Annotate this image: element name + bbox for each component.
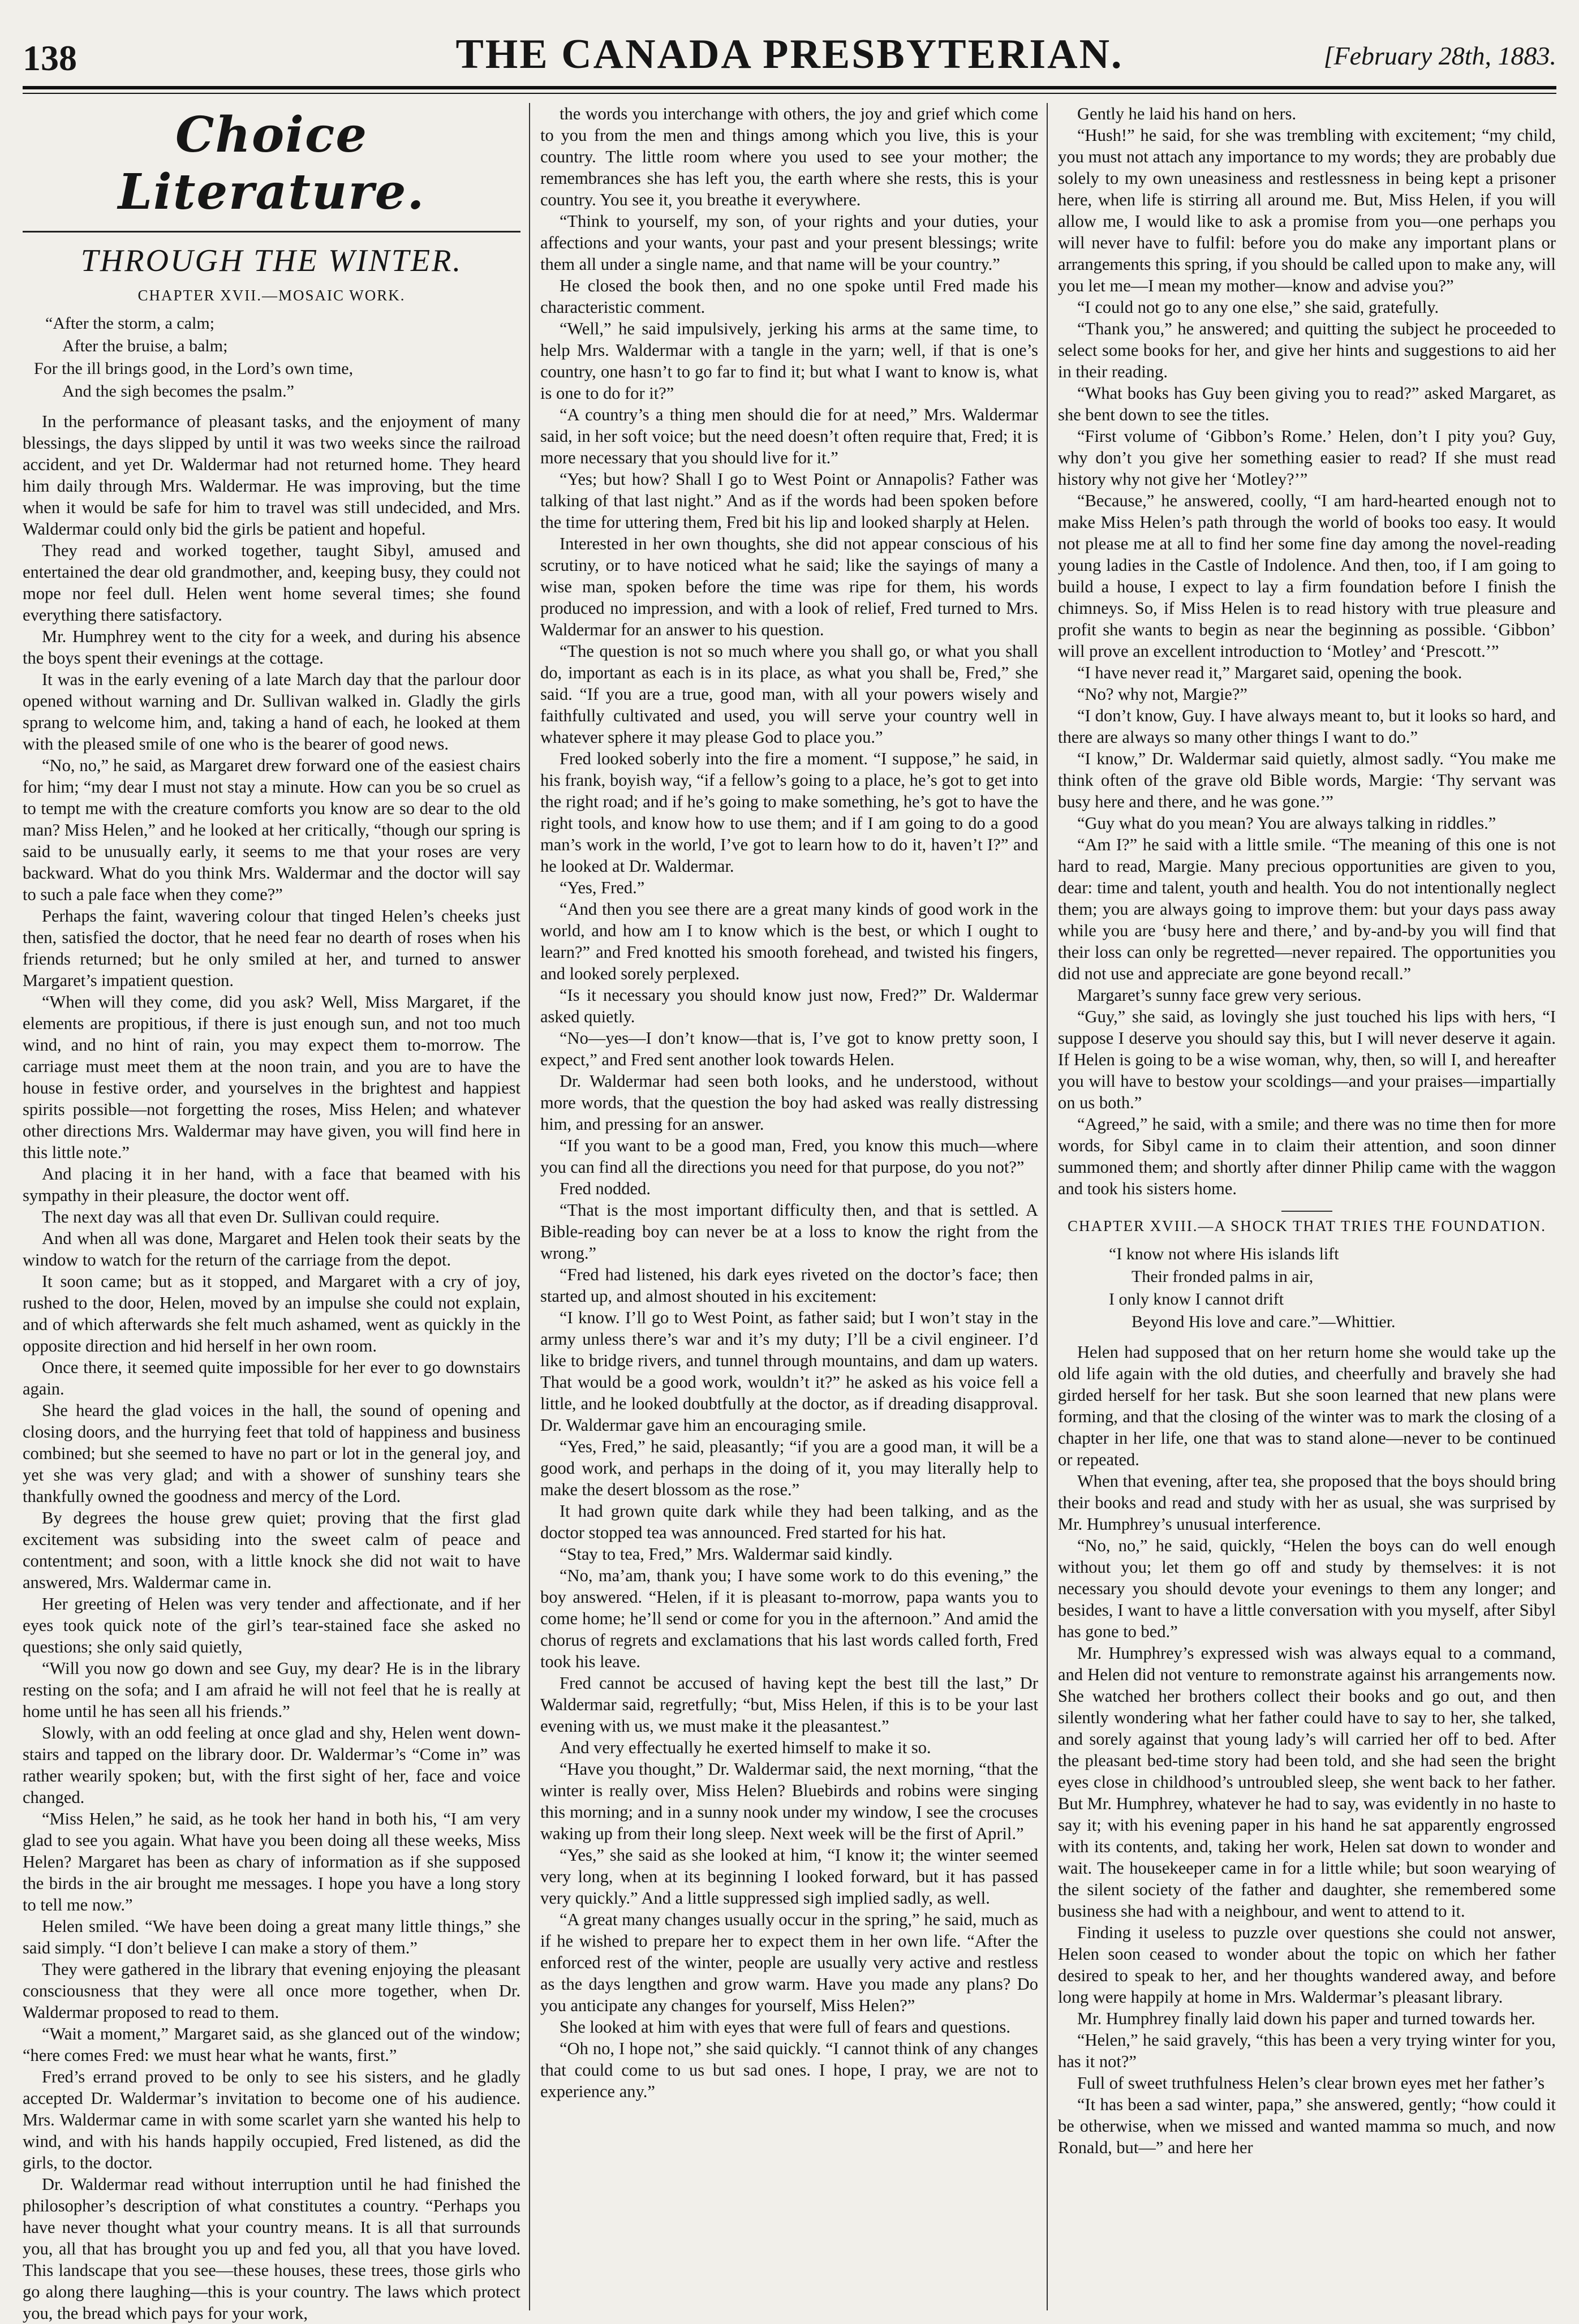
paragraph: “First volume of ‘Gibbon’s Rome.’ Helen, don’t I pity you? Guy, why don’t you give her something easier to read? If she must read history why not give her ‘Motley?’”	[1058, 427, 1556, 489]
paragraph: When that evening, after tea, she proposed that the boys should bring their books and read and study with her as usual, she was surprised by Mr. Humphrey’s unusual interference.	[1058, 1471, 1556, 1534]
paragraph: “No, no,” he said, as Margaret drew forward one of the easiest chairs for him; “my dear I must not stay a minute. How can you be so cruel as to tempt me with the creature comforts you know are so dear to the old man? Miss Helen,” and he looked at her critically, “though our spring is said to be unusually early, it seems to me that your roses are very backward. What do you think Mrs. Waldermar and the doctor will say to such a pale face when they come?”	[23, 756, 520, 904]
masthead-rule	[23, 86, 1556, 89]
column-3	[1058, 103, 1556, 2310]
paragraph: She looked at him with eyes that were full of fears and questions.	[560, 2017, 1011, 2037]
newspaper-title: THE CANADA PRESBYTERIAN.	[455, 31, 1124, 78]
paragraph: “When will they come, did you ask? Well, Miss Margaret, if the elements are propitious, if there is just enough sun, and not too much wind, and no hint of rain, you may expect them to-morrow. The carriage must meet them at the noon train, and you are to have the house in festive order, and yourselves in the brightest and happiest spirits possible—not forgetting the roses, Miss Helen; and whatever other directions Mrs. Waldermar may have given, you will find here in this little note.”	[23, 992, 520, 1162]
paragraph: And very effectually he exerted himself to make it so.	[560, 1738, 931, 1757]
column-1	[23, 103, 520, 2323]
column-divider	[529, 103, 530, 2310]
paragraph: “Agreed,” he said, with a smile; and there was no time then for more words, for Sibyl came in to claim their attention, and soon dinner summoned them; and shortly after dinner Philip came with the waggon and took his sisters home.	[1058, 1114, 1556, 1198]
paragraph: Full of sweet truthfulness Helen’s clear brown eyes met her father’s	[1077, 2073, 1545, 2093]
paragraph: “Yes; but how? Shall I go to West Point or Annapolis? Father was talking of that last night.” And as if the words had been spoken before the time for uttering them, Fred bit his lip and looked sharply at Helen.	[540, 470, 1038, 532]
paragraph: By degrees the house grew quiet; proving that the first glad excitement was subsiding into the sweet calm of peace and contentment; and soon, with a little knock she did not wait to have answered, Mrs. Waldermar came in.	[23, 1508, 520, 1592]
paragraph: “Wait a moment,” Margaret said, as she glanced out of the window; “here comes Fred: we must hear what he wants, first.”	[23, 2024, 520, 2065]
article-body	[1058, 103, 1556, 1199]
paragraph: Perhaps the faint, wavering colour that tinged Helen’s cheeks just then, satisfied the doctor, that he need fear no dearth of roses when his friends returned; but he only smiled at her, and turned to answer Margaret’s impatient question.	[23, 906, 520, 990]
paragraph: “Helen,” he said gravely, “this has been a very trying winter for you, has it not?”	[1058, 2030, 1556, 2071]
paragraph: “A country’s a thing men should die for at need,” Mrs. Waldermar said, in her soft voice; but the need doesn’t often require that, Fred; it is more necessary that you should live for it.”	[540, 405, 1038, 467]
epigraph-line: “After the storm, a calm;	[45, 314, 215, 333]
masthead-rule-thin	[23, 93, 1556, 94]
paragraph: And when all was done, Margaret and Helen took their seats by the window to watch for the return of the carriage from the depot.	[23, 1229, 520, 1269]
paragraph: “That is the most important difficulty then, and that is settled. A Bible-reading boy can never be at a loss to know the right from the wrong.”	[540, 1200, 1038, 1263]
paragraph: “Guy,” she said, as lovingly she just touched his lips with hers, “I suppose I deserve you should say this, but I will never deserve it again. If Helen is going to be a wise woman, why, then, so will I, and hereafter you will have to bestow your scoldings—and your praises—impartially on us both.”	[1058, 1007, 1556, 1112]
paragraph: “Well,” he said impulsively, jerking his arms at the same time, to help Mrs. Waldermar with a tangle in the yarn; well, if that is one’s country, one hasn’t to go far to find it; but what I want to know is, what is one to do for it?”	[540, 319, 1038, 403]
paragraph: “It has been a sad winter, papa,” she answered, gently; “how could it be otherwise, when we missed and wanted mamma so much, and now Ronald, but—” and here her	[1058, 2095, 1556, 2157]
chapter-heading: CHAPTER XVII.—MOSAIC WORK.	[137, 287, 406, 304]
paragraph: They read and worked together, taught Sibyl, amused and entertained the dear old grandmother, and, keeping busy, they could not mope nor feel dull. Helen went home several times; she found everything there satisfactory.	[23, 541, 520, 625]
paragraph: Dr. Waldermar read without interruption until he had finished the philosopher’s description of what constitutes a country. “Perhaps you have never thought what your country means. It is all that surrounds you, all that has brought you up and fed you, all that you have loved. This landscape that you see—these houses, these trees, those girls who go along there laughing—this is your country. The laws which protect you, the bread which pays for your work,	[23, 2175, 520, 2323]
paragraph: “I could not go to any one else,” she said, gratefully.	[1077, 298, 1439, 317]
paragraph: “Stay to tea, Fred,” Mrs. Waldermar said kindly.	[560, 1544, 893, 1564]
article-body	[1058, 1341, 1556, 2158]
paragraph: Finding it useless to puzzle over questions she could not answer, Helen soon ceased to wonder about the topic on which her father desired to speak to her, and her thoughts wandered away, and before long were happily at home in Mrs. Waldermar’s pleasant library.	[1058, 1923, 1556, 2007]
paragraph: “The question is not so much where you shall go, or what you shall do, important as each is in its place, as what you shall be, Fred,” she said. “If you are a true, good man, with all your powers wisely and faithfully cultivated and used, you will serve your country well in whatever sphere it may please God to place you.”	[540, 642, 1038, 747]
paragraph: She heard the glad voices in the hall, the sound of opening and closing doors, and the hurrying feet that told of happiness and business combined; but she seemed to have no part or lot in the general joy, and yet she was very glad; and with a shower of sunshiny tears she thankfully owned the goodness and mercy of the Lord.	[23, 1401, 520, 1506]
paragraph: It had grown quite dark while they had been talking, and as the doctor stopped tea was announced. Fred started for his hat.	[540, 1501, 1038, 1542]
paragraph: And placing it in her hand, with a face that beamed with his sympathy in their pleasure, the doctor went off.	[23, 1164, 520, 1205]
paragraph: Helen had supposed that on her return home she would take up the old life again with the old duties, and cheerfully and bravely she had girded herself for her task. But she soon learned that new plans were forming, and that the closing of the winter was to mark the closing of a chapter in her life, one that was to stand alone—never to be continued or repeated.	[1058, 1342, 1556, 1469]
epigraph-line: I only know I cannot drift	[1109, 1290, 1284, 1309]
paragraph: “Miss Helen,” he said, as he took her hand in both his, “I am very glad to see you again. What have you been doing all these weeks, Miss Helen? Margaret has been as chary of information as if she supposed the birds in the air brought me messages. I hope you have a long story to tell me now.”	[23, 1809, 520, 1914]
chapter-heading: CHAPTER XVIII.—A SHOCK THAT TRIES THE FOUNDATION.	[1067, 1217, 1547, 1234]
paragraph: Gently he laid his hand on hers.	[1077, 104, 1297, 123]
epigraph-line: Their fronded palms in air,	[1131, 1267, 1314, 1286]
paragraph: “I know,” Dr. Waldermar said quietly, almost sadly. “You make me think often of the grave old Bible words, Margie: ‘Thy servant was busy here and there, and he was gone.’”	[1058, 749, 1556, 811]
epigraph	[1058, 1243, 1556, 1333]
paragraph: “Guy what do you mean? You are always talking in riddles.”	[1077, 814, 1496, 833]
chapter-divider	[1281, 1211, 1332, 1212]
paragraph: Slowly, with an odd feeling at once glad and shy, Helen went down-stairs and tapped on the library door. Dr. Waldermar’s “Come in” was rather wearily spoken; but, with the first sight of her, face and voice changed.	[23, 1723, 520, 1807]
paragraph: Dr. Waldermar had seen both looks, and he understood, without more words, that the question the boy had asked was really distressing him, and pressing for an answer.	[540, 1071, 1038, 1134]
article-body	[23, 411, 520, 2324]
paragraph: “Thank you,” he answered; and quitting the subject he proceeded to select some books for her, and give her hints and suggestions to aid her in their reading.	[1058, 319, 1556, 381]
paragraph: “And then you see there are a great many kinds of good work in the world, and how am I to know which is the best, or which I ought to learn?” and Fred knotted his smooth forehead, and twisted his fingers, and looked sorely perplexed.	[540, 900, 1038, 983]
paragraph: “Yes, Fred,” he said, pleasantly; “if you are a good man, it will be a good work, and perhaps in the doing of it, you may literally help to make the desert blossom as the rose.”	[540, 1437, 1038, 1499]
column-divider	[1047, 103, 1048, 2310]
paragraph: “Have you thought,” Dr. Waldermar said, the next morning, “that the winter is really over, Miss Helen? Bluebirds and robins were singing this morning; and in a sunny nook under my window, I see the crocuses waking up from their long sleep. Next week will be the first of April.”	[540, 1759, 1038, 1843]
article-body	[540, 103, 1038, 2102]
paragraph: “No? why not, Margie?”	[1077, 685, 1247, 704]
column-2	[540, 103, 1038, 2310]
paragraph: “Hush!” he said, for she was trembling with excitement; “my child, you must not attach any importance to my words; they are probably due solely to my own uneasiness and restlessness in being kept a prisoner here, when life is stirring all around me. But, Miss Helen, if you will allow me, I would like to ask a promise from you—one perhaps you will never have to fulfil: before you do make any important plans or arrangements this spring, if you should be called upon to make any, will you let me—I mean my mother—know and advise you?”	[1058, 126, 1556, 295]
paragraph: “Yes,” she said as she looked at him, “I know it; the winter seemed very long, when at its beginning I looked forward, but it has passed very quickly.” And a little suppressed sigh implied sadly, as well.	[540, 1845, 1038, 1908]
section-rule	[23, 231, 520, 233]
paragraph: Mr. Humphrey finally laid down his paper and turned towards her.	[1077, 2009, 1535, 2028]
paragraph: Her greeting of Helen was very tender and affectionate, and if her eyes took quick note of the girl’s tear-stained face she asked no questions; she only said quietly,	[23, 1594, 520, 1656]
paragraph: “Oh no, I hope not,” she said quickly. “I cannot think of any changes that could come to us but sad ones. I hope, I pray, we are not to experience any.”	[540, 2039, 1038, 2101]
paragraph: “Yes, Fred.”	[560, 878, 645, 897]
paragraph: “Is it necessary you should know just now, Fred?” Dr. Waldermar asked quietly.	[540, 985, 1038, 1026]
epigraph-line: “I know not where His islands lift	[1109, 1245, 1339, 1263]
paragraph: Fred looked soberly into the fire a moment. “I suppose,” he said, in his frank, boyish way, “if a fellow’s going to a place, he’s got to get into the right road; and if he’s going to make something, he’s got to have the right tools, and know how to use them; and if I am going to do a good man’s work in the world, I’ve got to learn how to do it, haven’t I?” and he looked at Dr. Waldermar.	[540, 749, 1038, 876]
paragraph: “I have never read it,” Margaret said, opening the book.	[1077, 663, 1462, 682]
paragraph: Margaret’s sunny face grew very serious.	[1077, 985, 1362, 1005]
section-heading: Choice Literature.	[118, 106, 425, 221]
paragraph: Interested in her own thoughts, she did not appear conscious of his scrutiny, or to have noticed what he said; like the sayings of many a wise man, spoken before the time was ripe for them, his words produced no impression, and with a look of relief, Fred turned to Mrs. Waldermar for an answer to his question.	[540, 534, 1038, 639]
masthead	[23, 31, 1556, 93]
story-title: THROUGH THE WINTER.	[80, 243, 463, 278]
paragraph: Fred’s errand proved to be only to see his sisters, and he gladly accepted Dr. Waldermar’s invitation to become one of his audience. Mrs. Waldermar came in with some scarlet yarn she wanted his help to wind, and with his hands happily occupied, Fred listened, as did the girls, to the doctor.	[23, 2067, 520, 2172]
paragraph: “No, ma’am, thank you; I have some work to do this evening,” the boy answered. “Helen, if it is pleasant to-morrow, papa wants you to come home; he’ll send or come for you in the afternoon.” And amid the chorus of regrets and exclamations that his last words called forth, Fred took his leave.	[540, 1566, 1038, 1671]
epigraph	[23, 312, 520, 403]
paragraph: The next day was all that even Dr. Sullivan could require.	[42, 1207, 440, 1226]
paragraph: “Will you now go down and see Guy, my dear? He is in the library resting on the sofa; and I am afraid he will not feel that he is really at home until he has seen all his friends.”	[23, 1659, 520, 1721]
paragraph: “Am I?” he said with a little smile. “The meaning of this one is not hard to read, Margie. Many precious opportunities are given to you, dear: time and talent, youth and health. You do not intentionally neglect them; you are always going to improve them: but your days pass away while you are ‘busy here and there,’ and by-and-by you will find that their loss can only be regretted—never repaired. The opportunities you did not use and appreciate are gone beyond recall.”	[1058, 835, 1556, 983]
issue-date: [February 28th, 1883.	[1323, 41, 1556, 70]
page-number: 138	[23, 38, 77, 78]
paragraph: In the performance of pleasant tasks, and the enjoyment of many blessings, the days slipped by until it was two weeks since the railroad accident, and yet Dr. Waldermar had not returned home. They heard him daily through Mrs. Waldermar. He was improving, but the time when it would be safe for him to travel was still undecided, and Mrs. Waldermar could only bid the girls be patient and hopeful.	[23, 412, 520, 539]
paragraph: “No, no,” he said, quickly, “Helen the boys can do well enough without you; let them go off and study by themselves: it is not necessary you should devote your evenings to them any longer; and besides, I want to have a little conversation with you myself, after Sibyl has gone to bed.”	[1058, 1536, 1556, 1641]
paragraph: Once there, it seemed quite impossible for her ever to go downstairs again.	[23, 1358, 520, 1398]
epigraph-line: And the sigh becomes the psalm.”	[62, 382, 294, 401]
paragraph: “Think to yourself, my son, of your rights and your duties, your affections and your wants, your past and your present blessings; write them all under a single name, and that name will be your country.”	[540, 212, 1038, 274]
epigraph-line: Beyond His love and care.”—Whittier.	[1131, 1312, 1396, 1331]
paragraph: “A great many changes usually occur in the spring,” he said, much as if he wished to prepare her to expect them in her own life. “After the enforced rest of the winter, people are usually very active and restless as the days lengthen and grow warm. Have you made any plans? Do you anticipate any changes for yourself, Miss Helen?”	[540, 1910, 1038, 2015]
paragraph: “No—yes—I don’t know—that is, I’ve got to know pretty soon, I expect,” and Fred sent another look towards Helen.	[540, 1028, 1038, 1069]
paragraph: “I don’t know, Guy. I have always meant to, but it looks so hard, and there are always so many other things I want to do.”	[1058, 706, 1556, 747]
paragraph: “What books has Guy been giving you to read?” asked Margaret, as she bent down to see the titles.	[1058, 384, 1556, 424]
paragraph: They were gathered in the library that evening enjoying the pleasant consciousness that they were all once more together, when Dr. Waldermar proposed to read to them.	[23, 1960, 520, 2022]
paragraph: Mr. Humphrey’s expressed wish was always equal to a command, and Helen did not venture to remonstrate against his arrangements now. She watched her brothers collect their books and go out, and then silently wondering what her father could have to say to her, she talked, and sorely against that young lady’s will carried her off to bed. After the pleasant bed-time story had been told, and she had seen the bright eyes close in childhood’s untroubled sleep, she went back to her father. But Mr. Humphrey, whatever he had to say, was evidently in no haste to say it; with his evening paper in his hand he sat apparently engrossed with its contents, and, taking her work, Helen sat down to wonder and wait. The housekeeper came in for a little while; but soon wearying of the silent society of the father and daughter, she remembered some business she had with a neighbour, and went to attend to it.	[1058, 1643, 1556, 1921]
paragraph: It soon came; but as it stopped, and Margaret with a cry of joy, rushed to the door, Helen, moved by an impulse she could not explain, and of which afterwards she felt much ashamed, went as quickly in the opposite direction and hid herself in her own room.	[23, 1272, 520, 1355]
paragraph: Fred nodded.	[560, 1179, 651, 1198]
paragraph: Helen smiled. “We have been doing a great many little things,” she said simply. “I don’t believe I can make a story of them.”	[23, 1917, 520, 1957]
epigraph-line: After the bruise, a balm;	[62, 337, 228, 355]
paragraph: “Fred had listened, his dark eyes riveted on the doctor’s face; then started up, and almost shouted in his excitement:	[540, 1265, 1038, 1306]
paragraph: “I know. I’ll go to West Point, as father said; but I won’t stay in the army unless there’s war and it’s my duty; I’ll be a civil engineer. I’d like to bridge rivers, and tunnel through mountains, and dam up waters. That would be a good work, wouldn’t it?” he asked as his voice fell a little, and he looked doubtfully at the doctor, as if dreading disapproval. Dr. Waldermar gave him an encouraging smile.	[540, 1308, 1038, 1435]
paragraph: Mr. Humphrey went to the city for a week, and during his absence the boys spent their evenings at the cottage.	[23, 627, 520, 668]
paragraph: the words you interchange with others, the joy and grief which come to you from the men and things among which you live, this is your country. The little room where you used to see your mother; the remembrances she has left you, the earth where she rests, this is your country. You see it, you breathe it everywhere.	[540, 104, 1038, 209]
epigraph-line: For the ill brings good, in the Lord’s own time,	[34, 359, 354, 378]
paragraph: It was in the early evening of a late March day that the parlour door opened without warning and Dr. Sullivan walked in. Gladly the girls sprang to welcome him, and, taking a hand of each, he looked at them with the pleased smile of one who is the bearer of good news.	[23, 670, 520, 754]
paragraph: “Because,” he answered, coolly, “I am hard-hearted enough not to make Miss Helen’s path through the world of books too easy. It would not please me at all to find her some fine day among the novel-reading young ladies in the Castle of Indolence. And then, too, if I am going to build a house, I expect to lay a firm foundation before I finish the chimneys. So, if Miss Helen is to read history with true pleasure and profit she wants to begin as near the beginning as possible. ‘Gibbon’ will prove an excellent introduction to ‘Motley’ and ‘Prescott.’”	[1058, 491, 1556, 661]
paragraph: He closed the book then, and no one spoke until Fred made his characteristic comment.	[540, 276, 1038, 317]
paragraph: “If you want to be a good man, Fred, you know this much—where you can find all the directions you need for that purpose, do you not?”	[540, 1136, 1038, 1177]
paragraph: Fred cannot be accused of having kept the best till the last,” Dr Waldermar said, regretfully; “but, Miss Helen, if this is to be your last evening with us, we must make it the pleasantest.”	[540, 1673, 1038, 1736]
